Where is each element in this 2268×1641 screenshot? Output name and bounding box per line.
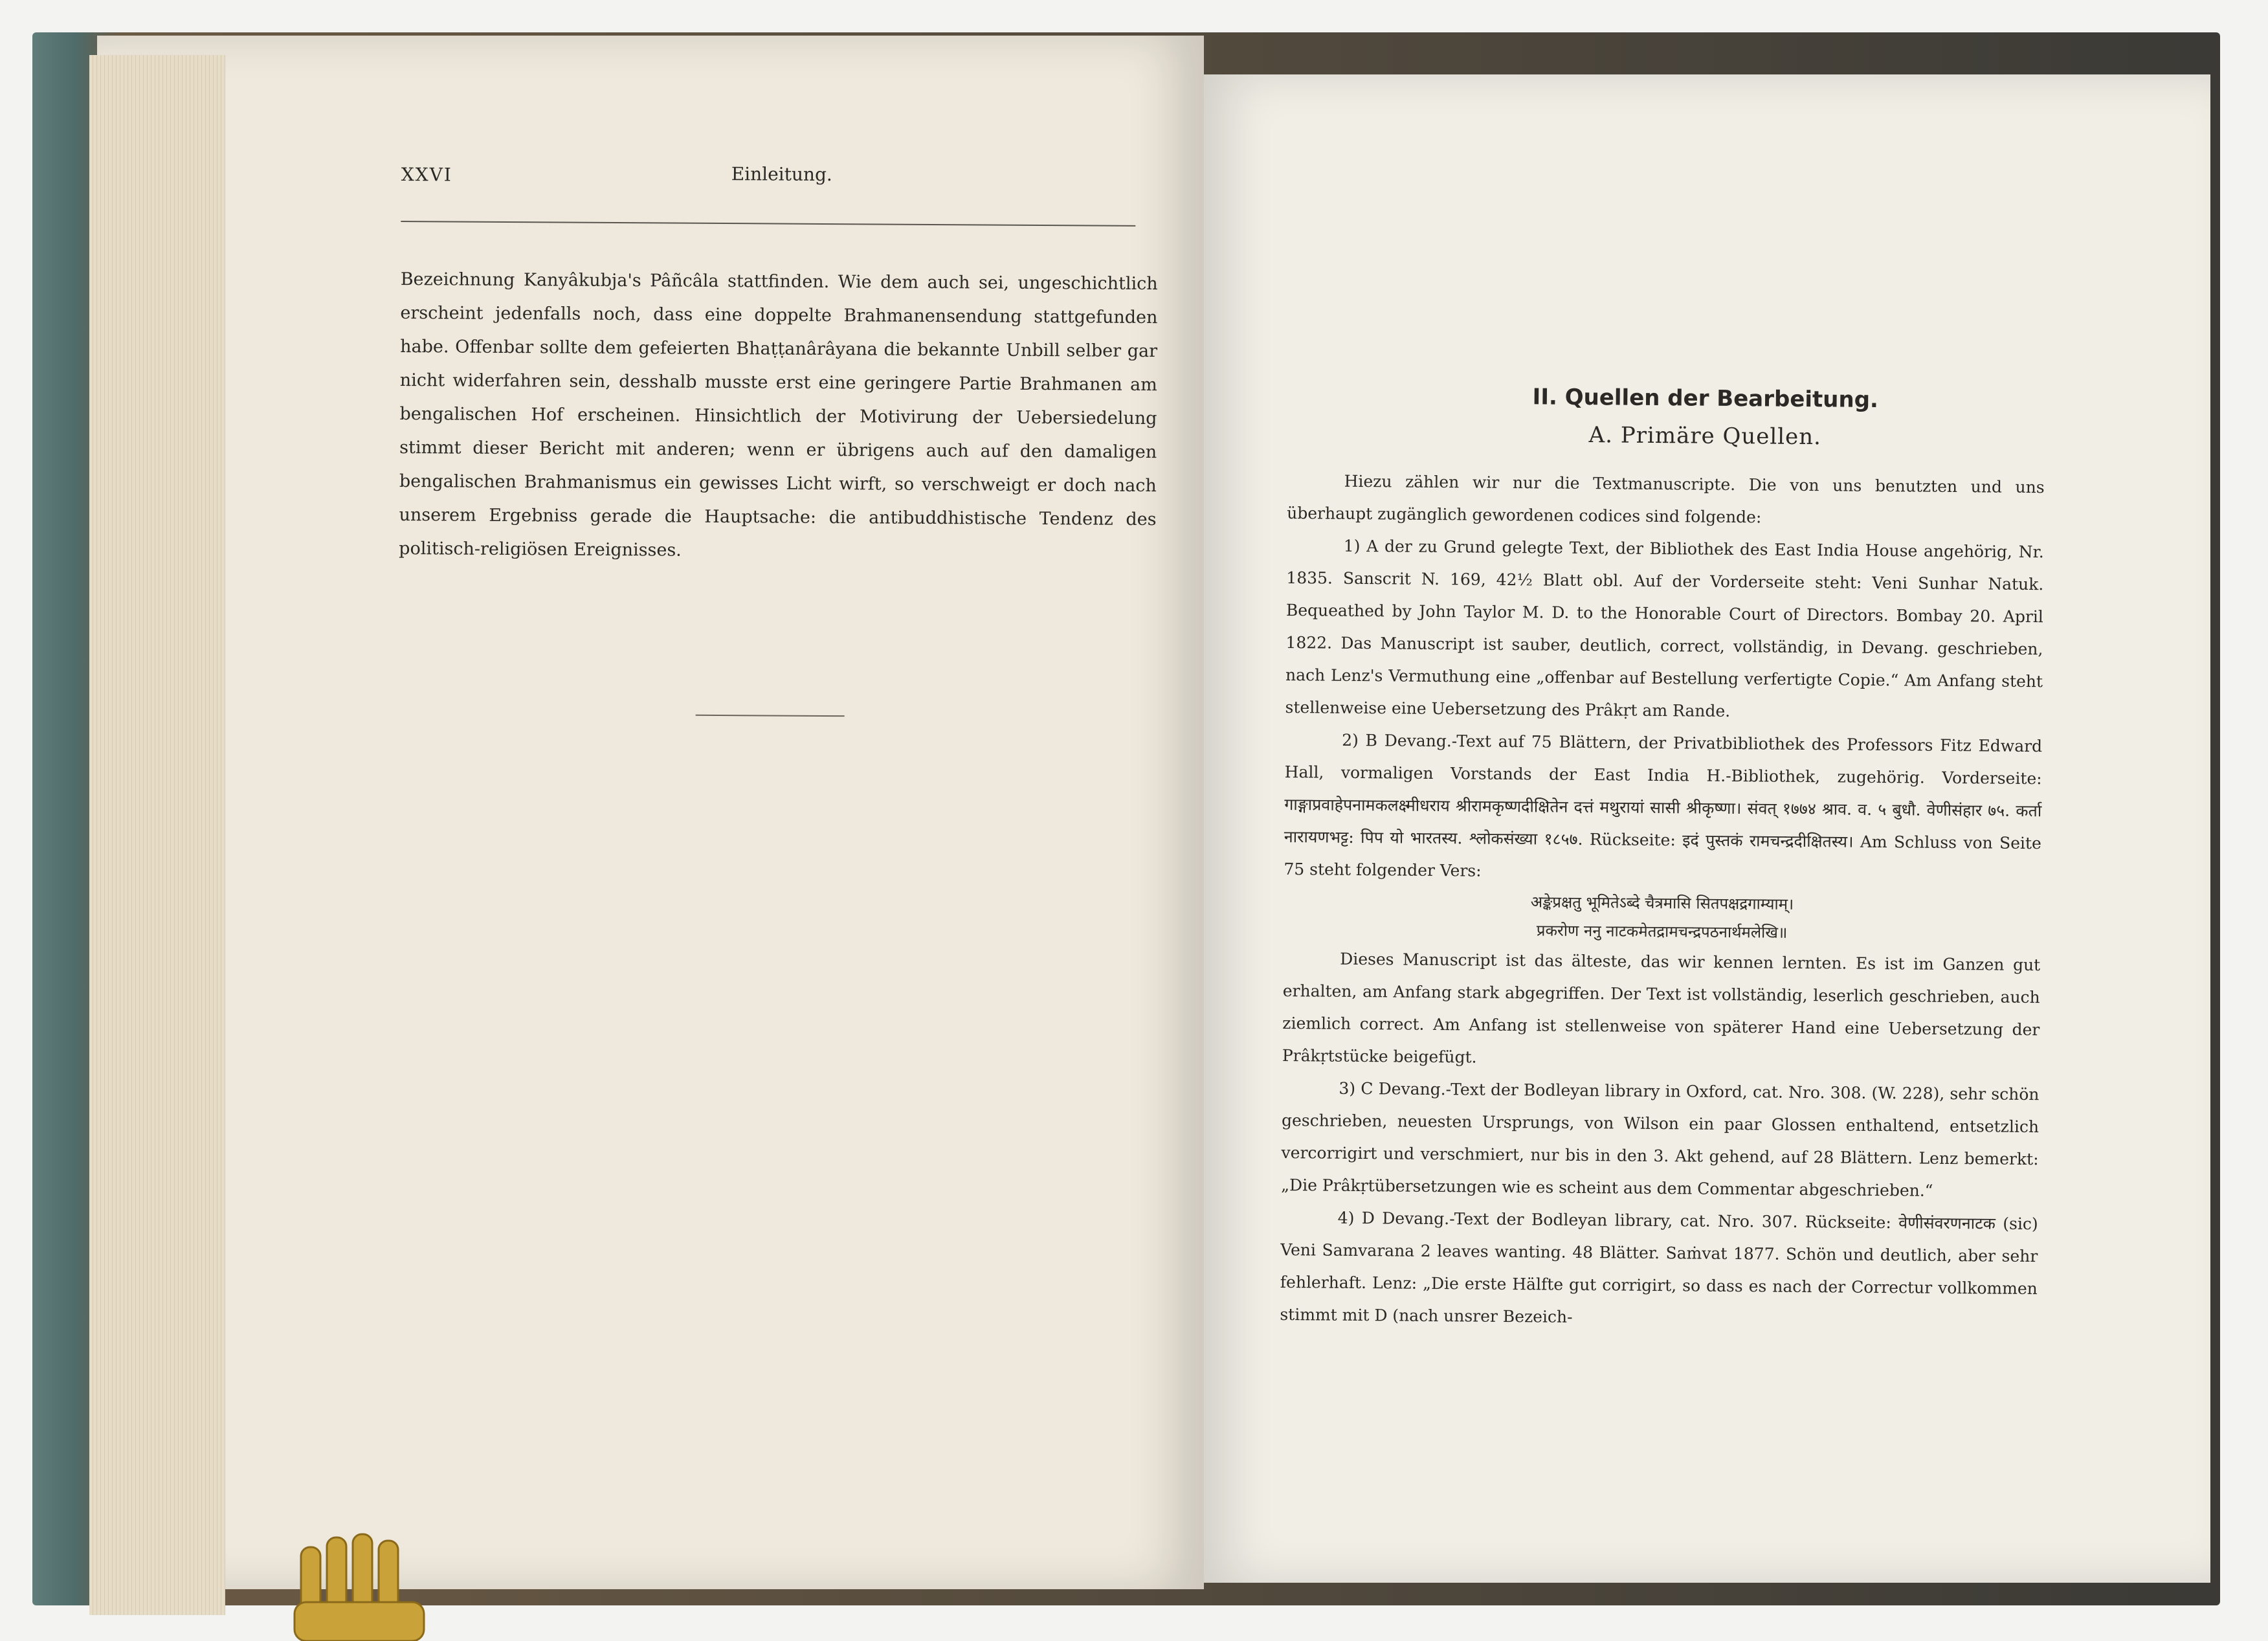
running-head-title: Einleitung. (731, 163, 832, 186)
left-paragraph: Bezeichnung Kanyâkubja's Pâñcâla stattfinden. Wie dem auch sei, ungeschichtlich erscheint jedenfalls noch, dass eine doppelte Brahmanensendung stattgefunden habe. Offenbar sollte dem gefeierten Bhaṭṭanârâyana die bekannte Unbill selber gar nicht widerfahren sein, desshalb musste erst eine geringere Partie Brahmanen am bengalischen Hof erscheinen. Hinsichtlich der Motivirung der Uebersiedelung stimmt dieser Bericht mit anderen; wenn er übrigens auch auf den damaligen bengalischen Brahmanismus ein gewisses Licht wirft, so verschweigt er doch nach unserem Ergebniss gerade die Hauptsache: die antibuddhistische Tendenz des politisch-religiösen Ereignisses. (399, 269, 1158, 561)
section-title: II. Quellen der Bearbeitung. (1532, 384, 1879, 413)
source-item-b: 2) B Devang.-Text auf 75 Blättern, der Privatbibliothek des Professors Fitz Edward Hall, vormaligen Vorstands der East India H.-Bibliothek, zugehörig. Vorderseite: गाङ्गाप्रवाहेपनामकलक्ष्मीधराय श्रीरामकृष्णदीक्षितेन दत्तं मथुरायां सासी श्रीकृष्णा। संवत् १७७४ श्राव. व. ५ बुधौ. वेणीसंहार ७५. कर्ता नारायणभट्ट: पिप यो भारतस्य. श्लोकसंख्या १८५७. Rückseite: इदं पुस्तकं रामचन्द्रदीक्षितस्य। Am Schluss von Seite 75 steht folgender Vers: (1284, 730, 2043, 880)
intro-paragraph: Hiezu zählen wir nur die Textmanuscripte. Die von uns benutzten und uns überhaupt zugänglich gewordenen codices sind folgende: (1287, 471, 2045, 527)
running-header (298, 149, 1165, 186)
right-page-content (1280, 382, 2045, 1337)
source-item-b-description: Dieses Manuscript ist das älteste, das wir kennen lernten. Es ist im Ganzen gut erhalten, am Anfang stark abgegriffen. Der Text ist vollständig, leserlich geschrieben, auch ziemlich correct. Am Anfang ist stellenweise von späterer Hand eine Uebersetzung der Prâkṛtstücke beigefügt. (1282, 949, 2041, 1067)
subsection-title: A. Primäre Quellen. (1588, 422, 1822, 451)
book-stand-hand-icon (288, 1531, 437, 1641)
verse-line-1: अङ्केप्रक्षतु भूमितेऽब्दे चैत्रमासि सितपक्षद्रगाम्याम्। (1530, 893, 1794, 913)
source-item-d: 4) D Devang.-Text der Bodleyan library, cat. Nro. 307. Rückseite: वेणीसंवरणनाटक (sic) Veni Samvarana 2 leaves wanting. 48 Blätter. Saṁvat 1877. Schön und deutlich, aber sehr fehlerhaft. Lenz: „Die erste Hälfte gut corrigirt, so dass es nach der Correctur vollkommen stimmt mit D (nach unsrer Bezeich- (1280, 1208, 2038, 1326)
page-number: XXVI (401, 163, 453, 186)
source-item-a: 1) A der zu Grund gelegte Text, der Bibliothek des East India House angehörig, Nr. 1835. Sanscrit N. 169, 42½ Blatt obl. Auf der Vorderseite steht: Veni Sunhar Natuk. Bequeathed by John Taylor M. D. to the Honorable Court of Directors. Bombay 20. April 1822. Das Manuscript ist sauber, deutlich, correct, vollständig, in Devang. geschrieben, nach Lenz's Vermuthung eine „offenbar auf Bestellung verfertigte Copie.“ Am Anfang steht stellenweise eine Uebersetzung des Prâkṛt am Rande. (1285, 536, 2044, 720)
verse-line-2: प्रकरोण ननु नाटकमेतद्रामचन्द्रपठनार्थमलेखि॥ (1536, 921, 1788, 942)
left-page-content (298, 149, 1165, 561)
source-item-c: 3) C Devang.-Text der Bodleyan library in Oxford, cat. Nro. 308. (W. 228), sehr schön geschrieben, neuesten Ursprungs, von Wilson ein paar Glossen enthaltend, entsetzlich vercorrigirt und verschmiert, nur bis in den 3. Akt gehend, auf 28 Blättern. Lenz bemerkt: „Die Prâkṛtübersetzungen wie es scheint aus dem Commentar abgeschrieben.“ (1281, 1078, 2040, 1200)
